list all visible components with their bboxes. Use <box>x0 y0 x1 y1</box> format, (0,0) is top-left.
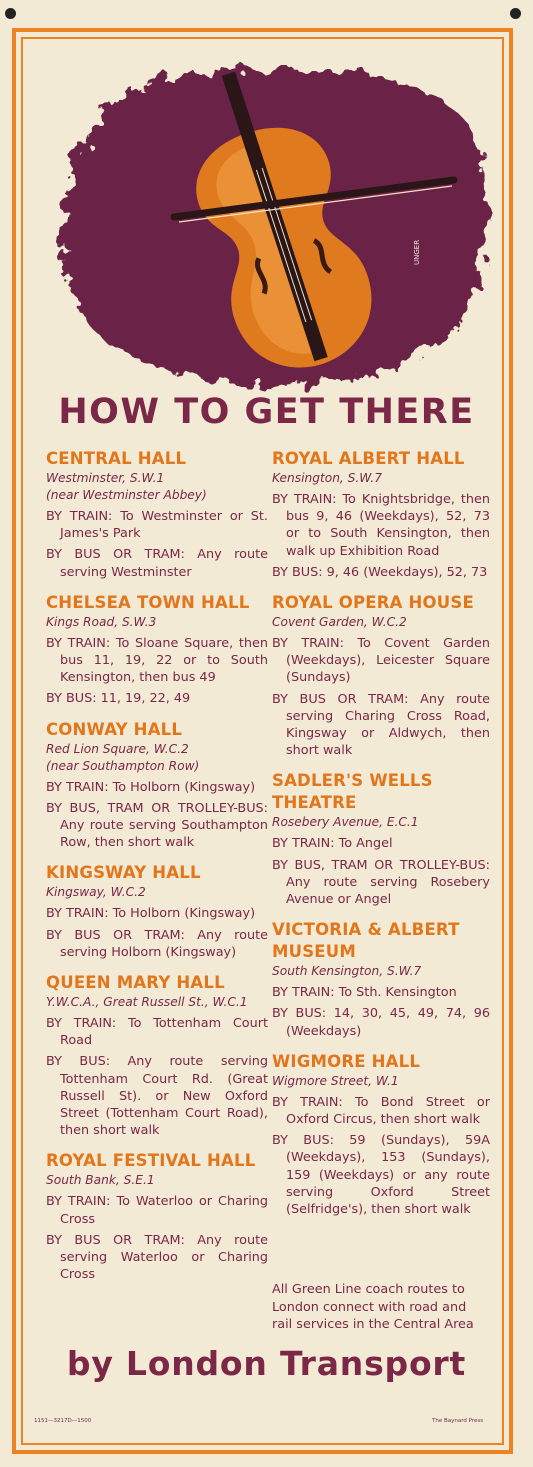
venue-block <box>272 919 490 1040</box>
travel-direction: BY TRAIN: To Westminster or St. James's Park <box>46 509 268 542</box>
venues-right-column <box>272 448 490 1229</box>
venue-name: ROYAL FESTIVAL HALL <box>46 1151 256 1171</box>
travel-direction: BY BUS OR TRAM: Any route serving Charing Cross Road, Kingsway or Aldwych, then short walk <box>272 691 490 759</box>
venue-block <box>46 862 268 961</box>
artist-signature: UNGER <box>413 239 421 265</box>
venue-address: Kings Road, S.W.3 <box>46 614 157 629</box>
venue-address: South Bank, S.E.1 <box>46 1173 155 1188</box>
travel-direction: BY TRAIN: To Holborn (Kingsway) <box>46 906 256 922</box>
venue-name: VICTORIA & ALBERT MUSEUM <box>272 920 460 962</box>
venue-block <box>272 770 490 908</box>
travel-direction: BY BUS OR TRAM: Any route serving Holborn (Kingsway) <box>46 927 268 960</box>
venue-address: Wigmore Street, W.1 <box>272 1073 399 1088</box>
travel-direction: BY BUS, TRAM OR TROLLEY-BUS: Any route serving Rosebery Avenue or Angel <box>272 857 490 908</box>
venue-name: CHELSEA TOWN HALL <box>46 592 250 612</box>
travel-direction: BY TRAIN: To Waterloo or Charing Cross <box>46 1194 268 1227</box>
venue-name: ROYAL ALBERT HALL <box>272 449 465 468</box>
travel-direction: BY BUS OR TRAM: Any route serving Waterloo or Charing Cross <box>46 1232 268 1283</box>
venue-address: Kingsway, W.C.2 <box>46 885 146 900</box>
travel-direction: BY TRAIN: To Sloane Square, then bus 11, 19, 22 or to South Kensington, then bus 49 <box>46 635 268 686</box>
green-line-note: All Green Line coach routes to London connect with road and rail services in the Central Area <box>272 1282 474 1332</box>
hanging-hole-right <box>510 8 521 19</box>
venue-name: SADLER'S WELLS THEATRE <box>272 771 433 813</box>
venue-name: KINGSWAY HALL <box>46 863 201 883</box>
travel-direction: BY BUS: 59 (Sundays), 59A (Weekdays), 153 (Sundays), 159 (Weekdays) or any route serving Oxford Street (Selfridge's), then short walk <box>272 1133 490 1218</box>
venue-block <box>46 1150 268 1283</box>
venue-block <box>272 592 490 759</box>
travel-direction: BY TRAIN: To Bond Street or Oxford Circus, then short walk <box>272 1094 490 1128</box>
travel-direction: BY BUS: 14, 30, 45, 49, 74, 96 (Weekdays) <box>272 1006 490 1039</box>
venue-name: CENTRAL HALL <box>46 449 187 468</box>
travel-direction: BY TRAIN: To Tottenham Court Road <box>46 1016 268 1049</box>
venues-left-column <box>46 448 268 1294</box>
travel-direction: BY BUS: 9, 46 (Weekdays), 52, 73 <box>272 564 488 580</box>
travel-direction: BY BUS: Any route serving Tottenham Court Rd. (Great Russell St). or New Oxford Street (Tottenham Court Road), then short walk <box>46 1054 268 1139</box>
travel-direction: BY BUS, TRAM OR TROLLEY-BUS: Any route serving Southampton Row, then short walk <box>46 800 268 851</box>
venue-address: (near Southampton Row) <box>46 758 200 773</box>
headline: HOW TO GET THERE <box>58 392 475 432</box>
venue-address: Kensington, S.W.7 <box>272 471 382 485</box>
travel-direction: BY TRAIN: To Holborn (Kingsway) <box>46 779 256 795</box>
print-code: 1151—3217D—1500 <box>34 1418 92 1424</box>
travel-direction: BY BUS OR TRAM: Any route serving Westminster <box>46 547 268 580</box>
venue-address: (near Westminster Abbey) <box>46 488 207 502</box>
printer-credit: The Baynard Press <box>432 1418 484 1424</box>
footer-brand: by London Transport <box>66 1344 467 1383</box>
venue-address: Covent Garden, W.C.2 <box>272 615 407 630</box>
venue-block <box>46 592 268 708</box>
venue-name: CONWAY HALL <box>46 719 183 739</box>
travel-direction: BY BUS: 11, 19, 22, 49 <box>46 691 191 707</box>
venue-address: Rosebery Avenue, E.C.1 <box>272 815 419 830</box>
venue-block <box>272 448 490 581</box>
travel-direction: BY TRAIN: To Covent Garden (Weekdays), Leicester Square (Sundays) <box>272 636 490 686</box>
travel-direction: BY TRAIN: To Sth. Kensington <box>272 985 457 1001</box>
venue-address: Red Lion Square, W.C.2 <box>46 741 189 756</box>
venue-address: Westminster, S.W.1 <box>46 471 165 485</box>
venue-block <box>46 719 268 852</box>
travel-direction: BY TRAIN: To Angel <box>272 836 393 852</box>
venue-block <box>46 448 268 581</box>
venue-name: QUEEN MARY HALL <box>46 973 225 993</box>
venue-address: South Kensington, S.W.7 <box>272 964 422 979</box>
venue-block <box>272 1051 490 1218</box>
hanging-hole-left <box>5 8 16 19</box>
violin-icon <box>34 45 501 395</box>
venue-address: Y.W.C.A., Great Russell St., W.C.1 <box>46 995 248 1010</box>
venue-block <box>46 972 268 1139</box>
travel-direction: BY TRAIN: To Knightsbridge, then bus 9, 46 (Weekdays), 52, 73 or to South Kensington, then walk up Exhibition Road <box>272 492 490 559</box>
venue-name: WIGMORE HALL <box>272 1051 421 1071</box>
venue-name: ROYAL OPERA HOUSE <box>272 593 474 613</box>
